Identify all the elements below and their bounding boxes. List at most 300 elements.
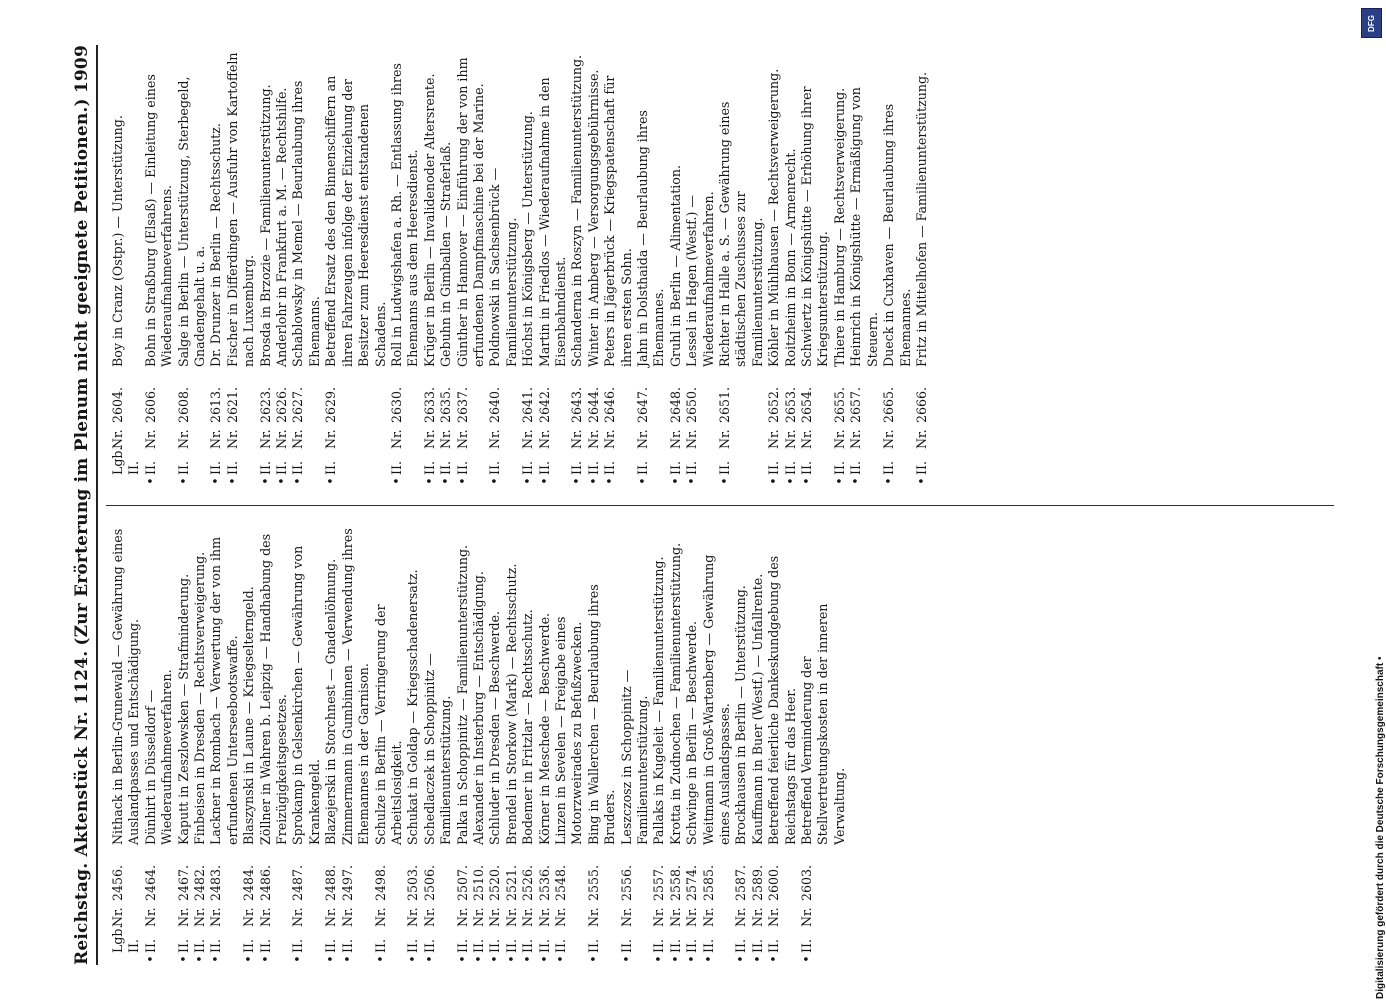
entry-nr-label: Nr.	[585, 907, 601, 927]
entry-bullet: •	[585, 477, 601, 485]
entry-number: 2657.	[848, 386, 864, 423]
entry-text: Schanderna in Roszyn — Familienunterstützung.	[569, 54, 585, 367]
entry-text: Martin in Friedlos — Wiederaufnahme in den Eisenbahndienst.	[536, 77, 568, 367]
entry-text: Bohn in Straßburg (Elsaß) — Einleitung eines Wiederaufnahmeverfahrens.	[142, 74, 175, 367]
petition-entry	[176, 525, 192, 965]
entry-number: 2506.	[421, 864, 437, 901]
entry-period: II.	[749, 939, 765, 953]
entry-bullet: •	[520, 477, 536, 485]
petition-entry	[668, 525, 684, 965]
entry-period: II.	[569, 461, 585, 475]
entry-text: Pallaks in Kugeleit — Familienunterstützung.	[651, 556, 667, 845]
entry-text: Alexander in Insterburg — Entschädigung.	[470, 571, 486, 845]
petition-entry	[537, 47, 570, 487]
entry-text: Nithack in Berlin-Grunewald — Gewährung eines Auslandpasses und Entschädigung.	[110, 528, 142, 845]
entry-period: II.	[733, 939, 749, 953]
entry-text: Sprokamp in Gelsenkirchen — Gewährung von Krankengeld.	[290, 545, 322, 845]
petition-entry	[520, 47, 536, 487]
entry-period: II.	[274, 461, 290, 475]
entry-number: 2520.	[487, 864, 503, 901]
header-subtitle: (Zur Erörterung im Plenum nicht geeignete Petitionen.)	[72, 98, 92, 646]
entry-nr-label: Nr.	[848, 429, 864, 449]
entry-number: 2486.	[257, 864, 273, 901]
entry-period: II.	[913, 461, 929, 475]
entry-bullet: •	[241, 955, 257, 963]
entry-bullet: •	[405, 955, 421, 963]
entry-number: 2647.	[635, 386, 650, 423]
entry-text: Bodemer in Fritzlar — Rechtsschutz.	[520, 609, 536, 845]
petition-entry	[438, 47, 454, 487]
entry-bullet: •	[799, 477, 815, 485]
entry-text: Zimmermann in Gumbinnen — Verwendung ihres Ehemannes in der Garnison.	[339, 528, 372, 845]
entry-number: 2604.	[110, 386, 125, 423]
entry-bullet: •	[799, 955, 815, 963]
petition-entry	[110, 525, 143, 965]
petition-column-right	[110, 47, 1335, 487]
entry-bullet: •	[274, 477, 290, 485]
entry-text: Kauffmann in Buer (Westf.) — Unfallrente.	[749, 573, 765, 845]
petition-entry	[373, 525, 406, 965]
entry-period: II.	[635, 461, 650, 475]
entry-text: Krüger in Berlin — Invalidenoder Altersrente.	[421, 73, 437, 367]
petition-entry	[455, 47, 488, 487]
petition-entry	[176, 47, 209, 487]
petition-entry	[783, 47, 799, 487]
entry-nr-label: Nr.	[552, 907, 568, 927]
entry-number: 2608.	[175, 386, 191, 423]
entry-number: 2650.	[684, 386, 700, 423]
entry-period: II.	[503, 939, 519, 953]
entry-text: Schluder in Dresden — Beschwerde.	[487, 611, 503, 845]
entry-bullet: •	[684, 955, 700, 963]
entry-text: Zöllner in Wahren b. Leipzig — Handhabung des Freizügigkeitsgesetzes.	[257, 533, 290, 845]
entry-period: II.	[717, 461, 733, 475]
entry-nr-label: Nr.	[766, 429, 782, 449]
entry-period: II.	[520, 461, 536, 475]
entry-period: II.	[421, 461, 437, 475]
entry-text: Schwiertz in Königshütte — Erhöhung ihrer Kriegsunterstützung.	[799, 86, 831, 367]
entry-number: 2484.	[241, 864, 257, 901]
entry-period: II.	[700, 939, 716, 953]
petition-entry	[323, 47, 389, 487]
entry-bullet: •	[323, 477, 339, 485]
entry-bullet: •	[487, 477, 503, 485]
entry-period: II.	[487, 939, 503, 953]
entry-text: Weitmann in Groß-Wartenberg — Gewährung eines Auslandspasses.	[700, 554, 733, 845]
entry-number: 2483.	[208, 864, 224, 901]
petition-entry	[487, 525, 503, 965]
petition-entry	[487, 47, 520, 487]
entry-number: 2623.	[257, 386, 273, 423]
entry-bullet: •	[536, 477, 552, 485]
petition-entry	[635, 47, 668, 487]
column-divider	[106, 505, 1334, 506]
entry-text: Brosda in Brzozie — Familienunterstützung.	[257, 84, 273, 367]
entry-bullet: •	[470, 955, 486, 963]
petition-entry	[405, 525, 421, 965]
petition-entry	[422, 47, 438, 487]
entry-nr-label: Nr.	[257, 907, 273, 927]
petition-entry	[258, 525, 291, 965]
entry-number: 2613.	[208, 386, 224, 423]
entry-bullet: •	[848, 477, 864, 485]
entry-nr-label: Nr.	[569, 429, 585, 449]
petition-entry	[340, 525, 373, 965]
entry-nr-label: Nr.	[110, 907, 125, 927]
entry-nr-label: Nr.	[799, 429, 815, 449]
entry-nr-label: Nr.	[520, 429, 536, 449]
entry-bullet: •	[208, 477, 224, 485]
entry-nr-label: Nr.	[339, 907, 355, 927]
entry-text: Fischer in Differdingen — Ausfuhr von Kartoffeln nach Luxemburg.	[224, 52, 257, 367]
entry-text: Brendel in Storkow (Mark) — Rechtsschutz.	[503, 563, 519, 845]
petition-entry	[701, 525, 734, 965]
entry-bullet: •	[766, 477, 782, 485]
petition-entry	[733, 525, 749, 965]
petition-entry	[766, 525, 799, 965]
entry-number: 2627.	[290, 386, 306, 423]
entry-nr-label: Nr.	[487, 907, 503, 927]
entry-bullet: •	[454, 955, 470, 963]
entry-number: 2521.	[503, 864, 519, 901]
entry-nr-label: Nr.	[766, 907, 782, 927]
entry-number: 2643.	[569, 386, 585, 423]
dfg-logo	[1361, 8, 1382, 38]
petition-entry	[799, 47, 832, 487]
entry-nr-label: Nr.	[224, 429, 240, 449]
entry-number: 2633.	[421, 386, 437, 423]
header-document-title: Reichstag. Aktenstück Nr. 1124.	[72, 650, 92, 965]
entry-period: II.	[881, 461, 897, 475]
entry-nr-label: Nr.	[470, 907, 486, 927]
entry-nr-label: Nr.	[142, 429, 158, 449]
petition-entry	[717, 47, 766, 487]
entry-bullet: •	[782, 477, 798, 485]
entry-period: II.	[799, 461, 815, 475]
entry-period: II.	[323, 939, 339, 953]
entry-bullet: •	[438, 477, 454, 485]
dfg-logo-text: DFG	[1366, 14, 1376, 32]
entry-nr-label: Nr.	[618, 907, 634, 927]
entry-bullet: •	[569, 477, 585, 485]
entry-text: Krotta in Zudnochen — Familienunterstützung.	[667, 542, 683, 845]
entry-bullet: •	[536, 955, 552, 963]
entry-period: II.	[651, 939, 667, 953]
entry-bullet: •	[323, 955, 339, 963]
entry-text: Fritz in Mittelhofen — Familienunterstützung.	[913, 71, 929, 367]
entry-text: Thiere in Hamburg — Rechtsverweigerung.	[831, 87, 847, 367]
petition-entry	[766, 47, 782, 487]
entry-text: Dr. Drunzer in Berlin — Rechtsschutz.	[208, 123, 224, 367]
entry-nr-label: Nr.	[192, 907, 208, 927]
entry-text: Bing in Wallerchen — Beurlaubung ihres Bruders.	[585, 584, 618, 845]
entry-text: Höchst in Königsberg — Unterstützung.	[520, 111, 536, 367]
entry-nr-label: Nr.	[881, 429, 897, 449]
petition-entry	[110, 47, 143, 487]
entry-nr-label: Nr.	[602, 429, 618, 449]
entry-number: 2498.	[372, 864, 388, 901]
petition-entry	[848, 47, 881, 487]
entry-number: 2655.	[831, 386, 847, 423]
entry-text: Jahn in Dolsthaida — Beurlaubung ihres Ehemannes.	[635, 110, 667, 367]
entry-period: II.	[536, 939, 552, 953]
entry-number: 2510.	[470, 864, 486, 901]
header-year: 1909	[72, 45, 92, 94]
entry-period: II.	[372, 939, 388, 953]
entry-nr-label: Nr.	[667, 907, 683, 927]
entry-nr-label: Nr.	[454, 429, 470, 449]
entry-number: 2482.	[192, 864, 208, 901]
entry-period: Lgb. II.	[110, 446, 142, 475]
entry-period: II.	[848, 461, 864, 475]
entry-bullet: •	[421, 955, 437, 963]
entry-bullet: •	[684, 477, 700, 485]
entry-text: Heinrich in Königshütte — Ermäßigung von Steuern.	[848, 87, 880, 367]
entry-period: II.	[782, 461, 798, 475]
entry-bullet: •	[585, 955, 601, 963]
entry-number: 2630.	[388, 386, 404, 423]
petition-entry	[553, 525, 586, 965]
entry-number: 2507.	[454, 864, 470, 901]
entry-bullet: •	[142, 477, 158, 485]
entry-number: 2526.	[520, 864, 536, 901]
entry-number: 2651.	[717, 386, 733, 423]
entry-nr-label: Nr.	[175, 429, 191, 449]
entry-period: II.	[290, 461, 306, 475]
entry-period: II.	[618, 939, 634, 953]
entry-nr-label: Nr.	[536, 429, 552, 449]
petition-entry	[192, 525, 208, 965]
entry-text: Schukat in Goldap — Kriegsschadenersatz.	[405, 569, 421, 845]
entry-nr-label: Nr.	[388, 429, 404, 449]
entry-nr-label: Nr.	[274, 429, 290, 449]
entry-period: II.	[421, 939, 437, 953]
entry-number: 2487.	[290, 864, 306, 901]
entry-number: 2648.	[667, 386, 683, 423]
entry-period: II.	[766, 939, 782, 953]
entry-number: 2589.	[749, 864, 765, 901]
entry-period: II.	[208, 939, 224, 953]
petition-entry	[684, 47, 717, 487]
entry-number: 2629.	[323, 386, 339, 423]
petition-entry	[799, 525, 848, 965]
petition-entry	[274, 47, 290, 487]
entry-period: II.	[323, 461, 339, 475]
entry-nr-label: Nr.	[208, 907, 224, 927]
entry-text: Peters in Jägerbrück — Kriegspatenschaft für ihren ersten Sohn.	[602, 75, 634, 367]
entry-period: Lgb. II.	[110, 924, 142, 953]
entry-nr-label: Nr.	[142, 907, 158, 927]
entry-period: II.	[470, 939, 486, 953]
entry-nr-label: Nr.	[749, 907, 765, 927]
entry-text: Linzen in Sevelen — Freigabe eines Motorzweirades zu Befußzwecken.	[552, 616, 585, 845]
petition-entry	[143, 47, 176, 487]
entry-bullet: •	[290, 955, 306, 963]
entry-period: II.	[454, 461, 470, 475]
petition-entry	[225, 47, 258, 487]
entry-bullet: •	[192, 955, 208, 963]
entry-number: 2600.	[766, 864, 782, 901]
entry-nr-label: Nr.	[831, 429, 847, 449]
entry-nr-label: Nr.	[208, 429, 224, 449]
entry-bullet: •	[618, 955, 634, 963]
entry-number: 2637.	[454, 386, 470, 423]
entry-text: Betreffend Verminderung der Stellvertretungskosten in der inneren Verwaltung.	[799, 603, 847, 845]
entry-period: II.	[257, 939, 273, 953]
entry-nr-label: Nr.	[684, 907, 700, 927]
entry-number: 2606.	[142, 386, 158, 423]
entry-number: 2555.	[585, 864, 601, 901]
entry-number: 2603.	[799, 864, 815, 901]
entry-text: Brockhausen in Berlin — Unterstützung.	[733, 585, 749, 845]
petition-entry	[569, 47, 585, 487]
entry-number: 2665.	[881, 386, 897, 423]
entry-text: Finbeisen in Dresden — Rechtsverweigerung.	[192, 551, 208, 845]
entry-nr-label: Nr.	[733, 907, 749, 927]
petition-entry	[520, 525, 536, 965]
entry-period: II.	[142, 939, 158, 953]
entry-period: II.	[142, 461, 158, 475]
entry-bullet: •	[766, 955, 782, 963]
petition-entry	[389, 47, 422, 487]
entry-period: II.	[454, 939, 470, 953]
petition-entry	[258, 47, 274, 487]
entry-bullet: •	[175, 477, 191, 485]
entry-text: Gebuhn in Gimballen — Straferlaß.	[438, 141, 454, 367]
entry-period: II.	[520, 939, 536, 953]
entry-period: II.	[257, 461, 273, 475]
entry-text: Lackner in Rombach — Verwertung der von ihm erfundenen Unterseebootswaffe.	[208, 536, 240, 845]
entry-number: 2621.	[224, 386, 240, 423]
entry-text: Körner in Meschede — Beschwerde.	[536, 612, 552, 845]
entry-text: Winter in Amberg — Versorgungsgebührnisse.	[585, 69, 601, 367]
entry-bullet: •	[881, 477, 897, 485]
entry-number: 2626.	[274, 386, 290, 423]
entry-nr-label: Nr.	[913, 429, 929, 449]
entry-bullet: •	[717, 477, 733, 485]
entry-bullet: •	[224, 477, 240, 485]
entry-period: II.	[684, 461, 700, 475]
entry-text: Roll in Ludwigshafen a. Rh. — Entlassung ihres Ehemanns aus dem Heeresdienst.	[388, 63, 421, 367]
entry-bullet: •	[667, 477, 683, 485]
entry-nr-label: Nr.	[520, 907, 536, 927]
entry-nr-label: Nr.	[700, 907, 716, 927]
entry-bullet: •	[208, 955, 224, 963]
petition-entry	[651, 525, 667, 965]
petition-entry	[208, 525, 241, 965]
petition-entry	[208, 47, 224, 487]
entry-text: Leszczosz in Schoppinitz — Familienunterstützung.	[618, 669, 650, 845]
entry-period: II.	[487, 461, 503, 475]
entry-nr-label: Nr.	[799, 907, 815, 927]
entry-bullet: •	[667, 955, 683, 963]
entry-number: 2558.	[667, 864, 683, 901]
entry-period: II.	[339, 939, 355, 953]
entry-bullet: •	[142, 955, 158, 963]
entry-period: II.	[388, 461, 404, 475]
entry-period: II.	[667, 461, 683, 475]
petition-entry	[619, 525, 652, 965]
entry-period: II.	[552, 939, 568, 953]
entry-number: 2536.	[536, 864, 552, 901]
entry-number: 2635.	[438, 386, 454, 423]
entry-text: Poldnowski in Sachsenbrück — Familienunterstützung.	[487, 167, 519, 367]
entry-bullet: •	[290, 477, 306, 485]
entry-period: II.	[536, 461, 552, 475]
entry-bullet: •	[552, 955, 568, 963]
petition-entry	[832, 47, 848, 487]
petition-entry	[241, 525, 257, 965]
header-rule	[96, 45, 98, 965]
petition-entry	[323, 525, 339, 965]
entry-bullet: •	[831, 477, 847, 485]
entry-text: Lessel in Hagen (Westf.) — Wiederaufnahmeverfahren.	[684, 191, 716, 367]
entry-nr-label: Nr.	[717, 429, 733, 449]
entry-text: Schulze in Berlin — Verringerung der Arbeitslosigkeit.	[372, 604, 404, 845]
entry-number: 2467.	[175, 864, 191, 901]
entry-period: II.	[290, 939, 306, 953]
entry-period: II.	[602, 461, 618, 475]
entry-nr-label: Nr.	[536, 907, 552, 927]
entry-text: Dünhirt in Düsseldorf — Wiederaufnahmeverfahren.	[142, 669, 175, 845]
entry-nr-label: Nr.	[487, 429, 503, 449]
petition-entry	[471, 525, 487, 965]
entry-period: II.	[405, 939, 421, 953]
petition-entry	[881, 47, 914, 487]
petition-entry	[422, 525, 455, 965]
entry-text: Anderlohr in Frankfurt a. M. — Rechtshilfe.	[274, 87, 290, 367]
entry-nr-label: Nr.	[438, 429, 454, 449]
entry-period: II.	[208, 461, 224, 475]
entry-bullet: •	[487, 955, 503, 963]
entry-text: Richter in Halle a. S. — Gewährung eines städtischen Zuschusses zur Familienunterstützung.	[717, 101, 765, 367]
entry-period: II.	[667, 939, 683, 953]
entry-period: II.	[799, 939, 815, 953]
entry-bullet: •	[454, 477, 470, 485]
entry-nr-label: Nr.	[421, 429, 437, 449]
entry-period: II.	[585, 461, 601, 475]
entry-text: Boy in Cranz (Ostpr.) — Unterstützung.	[110, 115, 125, 367]
petition-entry	[602, 47, 635, 487]
entry-period: II.	[585, 939, 601, 953]
entry-number: 2653.	[782, 386, 798, 423]
entry-text: Kaputt in Zeszlowsken — Strafminderung.	[175, 573, 191, 845]
entry-bullet: •	[520, 955, 536, 963]
entry-bullet: •	[700, 955, 716, 963]
petition-entry	[684, 525, 700, 965]
entry-nr-label: Nr.	[635, 429, 650, 449]
entry-bullet: •	[503, 955, 519, 963]
entry-number: 2557.	[651, 864, 667, 901]
entry-text: Palka in Schoppinitz — Familienunterstützung.	[454, 544, 470, 845]
petition-entry	[455, 525, 471, 965]
entry-bullet: •	[421, 477, 437, 485]
entry-nr-label: Nr.	[585, 429, 601, 449]
petition-entry	[143, 525, 176, 965]
entry-text: Betreffend Ersatz des den Binnenschiffern an ihren Fahrzeugen infolge der Einziehung der Besitzer zum Heeresdienst entstandenen Schadens.	[323, 75, 388, 367]
entry-nr-label: Nr.	[323, 907, 339, 927]
entry-text: Blaszynski in Laune — Kriegselterngeld.	[241, 586, 257, 845]
entry-period: II.	[241, 939, 257, 953]
entry-number: 2642.	[536, 386, 552, 423]
entry-nr-label: Nr.	[110, 429, 125, 449]
entry-period: II.	[192, 939, 208, 953]
petition-entry	[750, 525, 766, 965]
entry-period: II.	[766, 461, 782, 475]
entry-number: 2574.	[684, 864, 700, 901]
entry-nr-label: Nr.	[257, 429, 273, 449]
entry-number: 2654.	[799, 386, 815, 423]
